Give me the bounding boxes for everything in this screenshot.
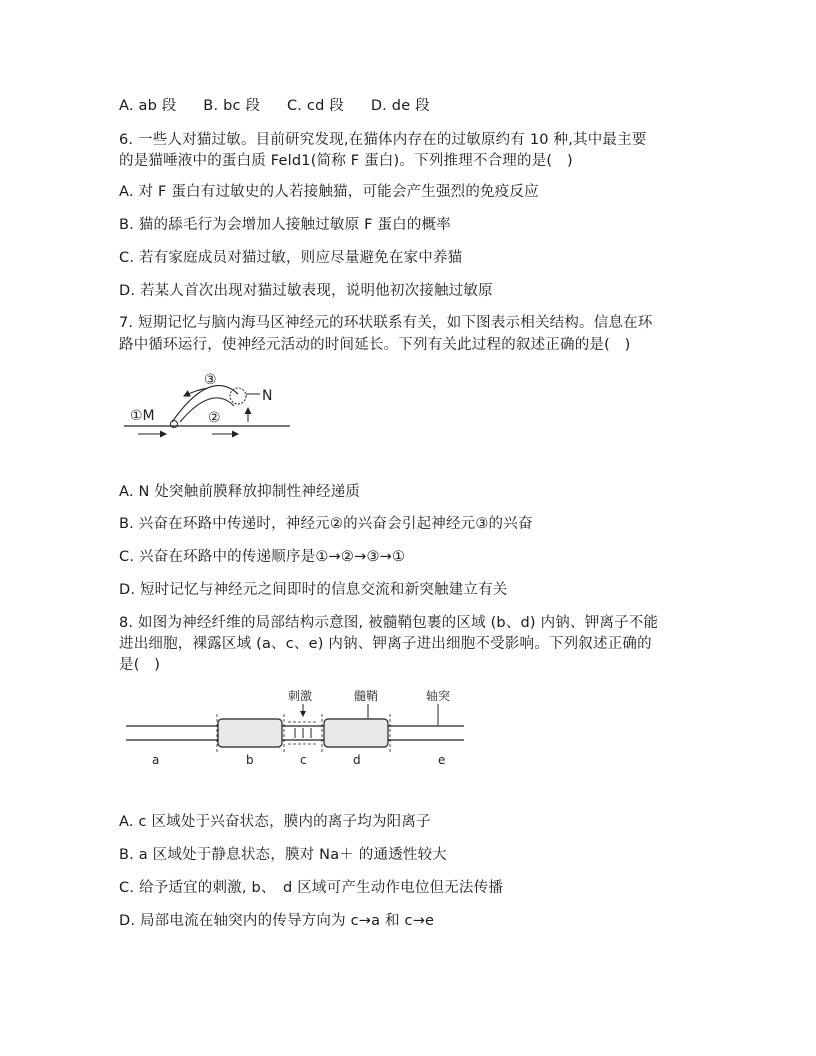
q8-label-stimulus: 刺激 bbox=[288, 689, 313, 703]
q8-segment-c: c bbox=[300, 753, 307, 767]
q7-option-d[interactable]: D. 短时记忆与神经元之间即时的信息交流和新突触建立有关 bbox=[119, 582, 508, 598]
q8-myelin-b bbox=[218, 719, 282, 747]
q7-label-3: ③ bbox=[204, 372, 217, 388]
q5-option-c[interactable]: C. cd 段 bbox=[286, 98, 344, 114]
q7-label-2: ② bbox=[208, 410, 221, 426]
q6-stem-line-1: 6. 一些人对猫过敏。目前研究发现,在猫体内存在的过敏原约有 10 种,其中最主要 bbox=[119, 132, 647, 148]
q7-option-c[interactable]: C. 兴奋在环路中的传递顺序是①→②→③→① bbox=[119, 549, 406, 565]
q8-nerve-fiber-diagram bbox=[124, 688, 469, 770]
q5-option-a[interactable]: A. ab 段 bbox=[119, 98, 177, 114]
q7-label-n: N bbox=[262, 388, 273, 404]
q8-myelin-d bbox=[324, 719, 388, 747]
q8-option-c[interactable]: C. 给予适宜的刺激, b、 d 区域可产生动作电位但无法传播 bbox=[119, 880, 504, 896]
q5-option-d[interactable]: D. de 段 bbox=[370, 98, 430, 114]
q7-option-b[interactable]: B. 兴奋在环路中传递时，神经元②的兴奋会引起神经元③的兴奋 bbox=[119, 516, 533, 532]
q7-option-a[interactable]: A. N 处突触前膜释放抑制性神经递质 bbox=[119, 484, 361, 500]
q8-stem-line-1: 8. 如图为神经纤维的局部结构示意图, 被髓鞘包裹的区域 (b、d) 内钠、钾离子不能 bbox=[119, 615, 659, 631]
q8-option-b[interactable]: B. a 区域处于静息状态，膜对 Na＋ 的通透性较大 bbox=[119, 847, 448, 863]
q8-segment-a: a bbox=[152, 753, 160, 767]
q6-option-b[interactable]: B. 猫的舔毛行为会增加人接触过敏原 F 蛋白的概率 bbox=[119, 217, 451, 233]
q7-label-1m: ①M bbox=[130, 408, 155, 424]
q8-label-axon: 轴突 bbox=[426, 689, 451, 703]
q8-segment-b: b bbox=[246, 753, 254, 767]
q6-stem-line-2: 的是猫唾液中的蛋白质 Feld1(简称 F 蛋白)。下列推理不合理的是( ) bbox=[119, 153, 573, 169]
q5-options bbox=[119, 96, 452, 116]
q6-option-a[interactable]: A. 对 F 蛋白有过敏史的人若接触猫，可能会产生强烈的免疫反应 bbox=[119, 184, 539, 200]
q7-synapse-n-circle bbox=[230, 388, 246, 404]
q8-label-myelin: 髓鞘 bbox=[354, 689, 379, 703]
q8-segment-e: e bbox=[438, 753, 446, 767]
q8-segment-d: d bbox=[353, 753, 361, 767]
q6-option-d[interactable]: D. 若某人首次出现对猫过敏表现，说明他初次接触过敏原 bbox=[119, 283, 493, 299]
q8-option-a[interactable]: A. c 区域处于兴奋状态，膜内的离子均为阳离子 bbox=[119, 814, 431, 830]
q7-stem-line-1: 7. 短期记忆与脑内海马区神经元的环状联系有关，如下图表示相关结构。信息在环 bbox=[119, 315, 653, 331]
q8-option-d[interactable]: D. 局部电流在轴突内的传导方向为 c→a 和 c→e bbox=[119, 913, 435, 929]
q8-stem-line-2: 进出细胞，裸露区域 (a、c、e) 内钠、钾离子进出细胞不受影响。下列叙述正确的 bbox=[119, 636, 652, 652]
q7-loop-arc bbox=[172, 386, 238, 422]
q5-option-b[interactable]: B. bc 段 bbox=[203, 98, 261, 114]
q7-stem-line-2: 路中循环运行，使神经元活动的时间延长。下列有关此过程的叙述正确的是( ) bbox=[119, 337, 631, 353]
q8-stem-line-3: 是( ) bbox=[119, 657, 161, 673]
q7-neuron-loop-diagram bbox=[120, 366, 295, 446]
q6-option-c[interactable]: C. 若有家庭成员对猫过敏，则应尽量避免在家中养猫 bbox=[119, 250, 463, 266]
